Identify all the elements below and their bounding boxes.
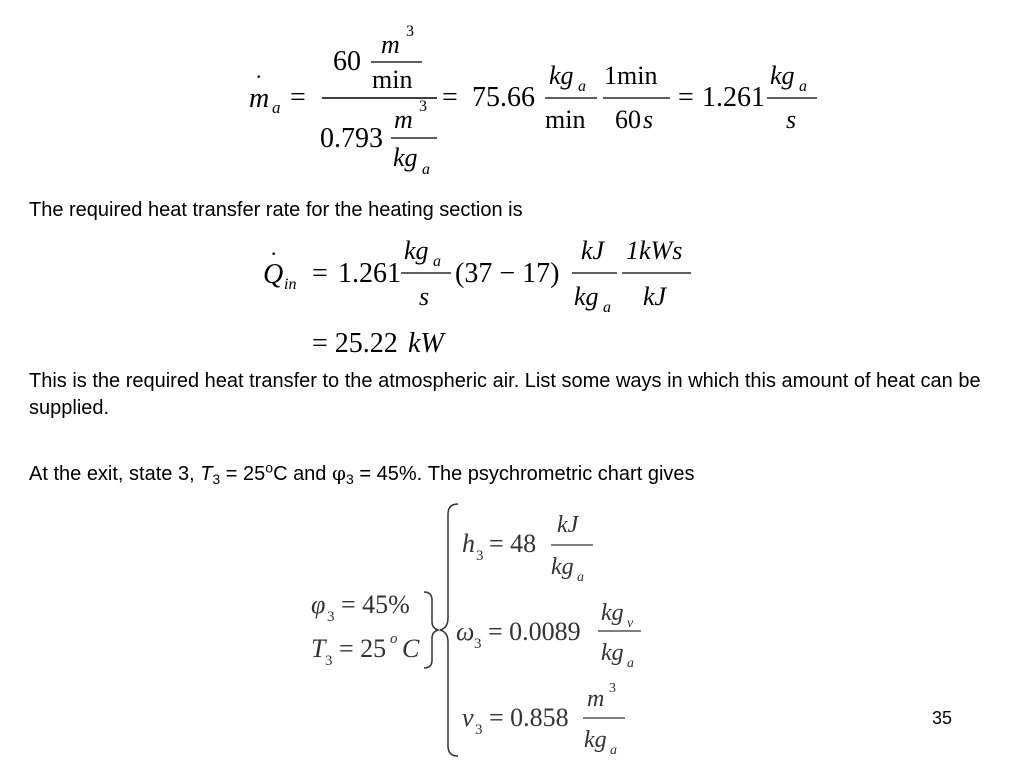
eq2-u1-num: kg [404,236,429,265]
equation-heat-transfer [0,225,1024,365]
equation-mass-flow [0,0,1024,190]
eq3-omega-unit-num: kg [601,600,624,626]
eq2-result: = 25.22 [312,328,398,359]
eq1-u1-den: min [545,105,586,134]
eq1-result: 1.261 [702,82,765,113]
eq3-phi-sub: 3 [327,609,335,625]
eq2-u2-den: kg [574,282,599,311]
eq1-den-unit-num: m [394,105,413,134]
exit-part1: At the exit, state 3, [29,463,201,485]
eq1-equals-3: = [678,82,694,113]
eq3-h-symbol: h [462,529,475,558]
exit-phi-symbol: φ [332,461,347,485]
text-atmospheric-air: This is the required heat transfer to the atmospheric air. List some ways in which this amount of heat can be supplied. [29,370,981,419]
eq2-u3-den: kJ [643,282,667,311]
eq1-den-unit-sup: 3 [419,98,427,115]
eq2-result-unit: kW [408,328,444,359]
eq1-den-unit-den: kg [393,143,418,172]
eq2-Q-sub: in [284,276,297,293]
eq1-value1: 75.66 [472,82,535,113]
eq3-omega-unit-den: kg [601,640,624,666]
eq1-m-symbol: m [249,83,270,114]
eq2-u2-num: kJ [581,236,605,265]
eq3-small-brace [424,592,438,668]
exit-T-symbol: T [200,463,213,485]
eq1-conv-den-value: 60 [615,105,641,134]
eq1-num-unit-den: min [372,65,413,94]
eq2-Q-symbol: Q [263,259,284,290]
exit-phi-sub: 3 [346,471,354,488]
text-exit-state [29,460,695,488]
eq2-u1-num-sub: a [433,253,441,270]
eq1-num-unit-sup: 3 [406,23,414,40]
eq3-T-unit: C [402,634,420,663]
page-number: 35 [932,708,953,728]
eq3-h-unit-den: kg [551,554,574,580]
eq2-u2-den-sub: a [603,299,611,316]
eq3-v-unit-den-sub: a [610,743,617,758]
eq1-u1-num-sub: a [578,78,586,95]
eq1-r-num-sub: a [799,78,807,95]
eq1-conv-den-unit: s [643,105,654,134]
eq3-omega-unit-den-sub: a [627,656,634,671]
eq1-num-unit-num: m [381,30,400,59]
eq2-u1-den: s [419,282,430,311]
eq1-lhs [249,64,306,117]
eq3-omega-symbol: ω [456,617,475,646]
eq2-paren: (37 − 17) [455,258,560,289]
eq1-r-num: kg [770,61,795,90]
eq1-dot: · [255,64,263,89]
exit-T-sub: 3 [212,471,221,488]
eq3-v-unit-num: m [587,686,605,712]
eq3-phi-value: = 45% [341,590,410,619]
exit-degree: o [265,459,274,476]
eq3-T-symbol: T [311,634,326,663]
eq3-v-value: = 0.858 [489,703,569,732]
eq2-equals: = [312,258,328,289]
eq3-omega-unit-num-sub: v [627,616,634,631]
eq2-dot: · [270,241,278,266]
exit-part2: = 25 [220,463,266,485]
eq3-v-unit-sup: 3 [609,681,616,696]
equation-psychrometric [0,500,1024,762]
eq1-r-den: s [786,105,797,134]
eq3-v-unit-den: kg [584,727,607,753]
exit-part3: C and [273,463,332,485]
eq1-den-unit-den-sub: a [422,161,430,178]
eq1-equals-1: = [290,82,306,113]
eq3-omega-value: = 0.0089 [488,617,581,646]
eq1-conv-num: 1min [604,61,658,90]
eq1-equals-2: = [442,82,458,113]
eq3-h-value: = 48 [489,529,537,558]
eq3-h-sub: 3 [476,548,484,564]
eq1-num-value: 60 [333,46,361,77]
eq2-u3-num: 1kWs [626,236,683,265]
eq3-phi-symbol: φ [311,590,326,619]
eq3-T-degree: o [390,631,398,647]
eq3-T-value: = 25 [339,634,387,663]
eq3-T-sub: 3 [325,653,333,669]
eq1-m-sub: a [272,98,281,117]
eq3-v-symbol: v [462,703,474,732]
eq1-den-value: 0.793 [320,123,383,154]
eq3-h-unit-num: kJ [557,512,579,538]
exit-part4: = 45%. The psychrometric chart gives [353,463,695,485]
eq1-u1-num: kg [549,61,574,90]
eq3-omega-sub: 3 [474,636,482,652]
eq3-v-sub: 3 [475,722,483,738]
text-heating-section: The required heat transfer rate for the heating section is [29,199,523,221]
eq3-h-unit-den-sub: a [577,570,584,585]
eq2-value: 1.261 [338,258,401,289]
